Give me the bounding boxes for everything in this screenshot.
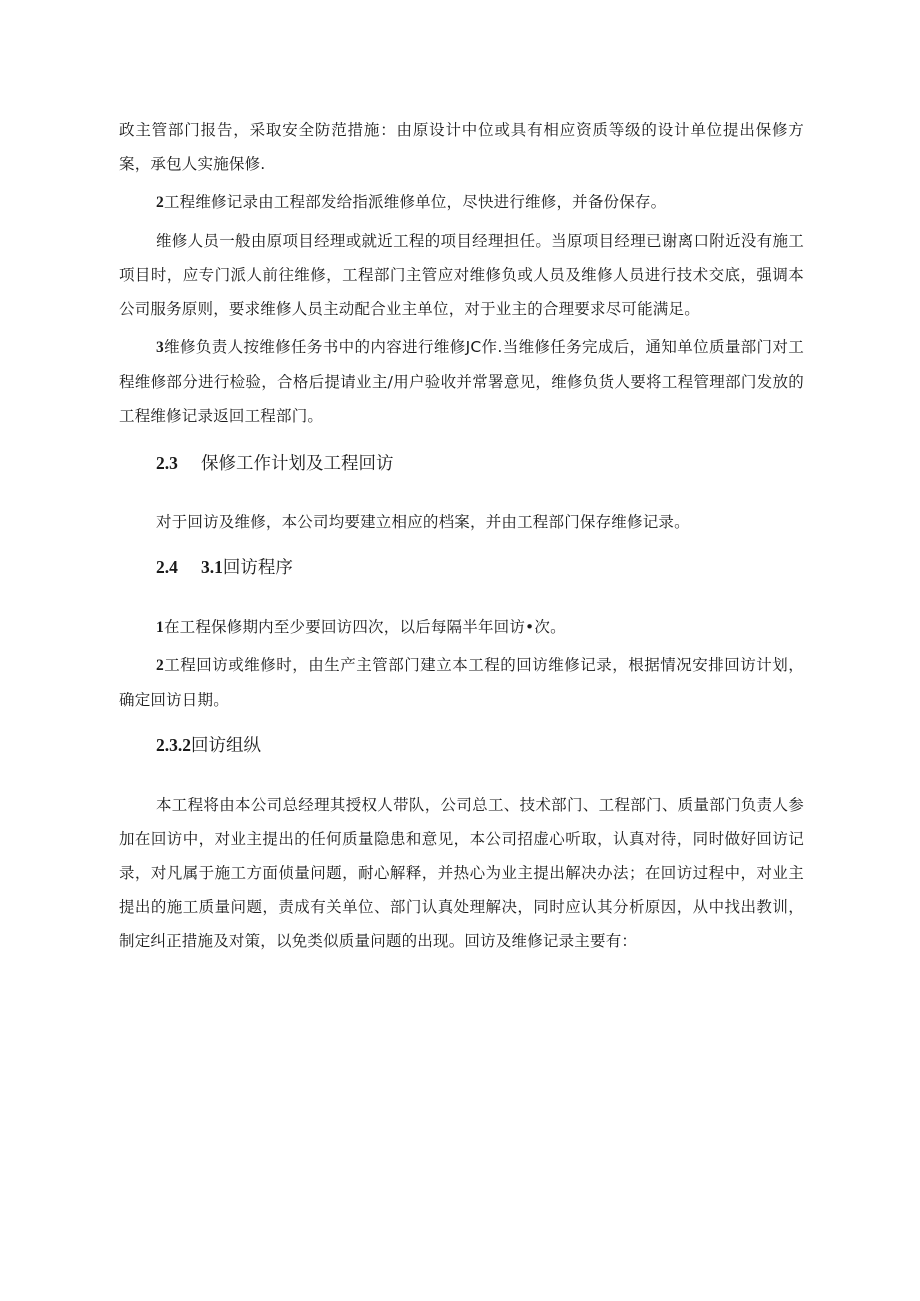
section-heading-2-3-2 xyxy=(156,730,261,761)
paragraph-text: 维修负责人按维修任务书中的内容进行维修JC作.当维修任务完成后，通知单位质量部门对工程维修部分进行检验，合格后提请业主/用户验收并常署意见，维修负货人要将工程管理部门发放的工程维修记录返回工程部门。 xyxy=(119,338,804,425)
paragraph-text: 对于回访及维修，本公司均要建立相应的档案，并由工程部门保存维修记录。 xyxy=(156,513,690,531)
subsection-number: 3.1 xyxy=(201,557,223,577)
paragraph-visit-frequency xyxy=(119,610,804,645)
list-number: 2 xyxy=(156,194,164,211)
list-number: 3 xyxy=(156,339,164,356)
section-heading-2-4 xyxy=(156,552,293,583)
paragraph-text: 在工程保修期内至少要回访四次，以后每隔半年回访•次。 xyxy=(163,618,566,636)
paragraph-text: 维修人员一般由原项目经理或就近工程的项目经理担任。当原项目经理已谢离口附近没有施工项目时，应专门派人前往维修，工程部门主管应对维修负或人员及维修人员进行技术交底，强调本公司服务原则，要求维修人员主动配合业主单位，对于业主的合理要求尽可能满足。 xyxy=(119,232,804,318)
section-number: 2.4 xyxy=(156,557,178,577)
paragraph-text: 政主管部门报告，采取安全防范措施：由原设计中位或具有相应资质等级的设计单位提出保修方案，承包人实施保修. xyxy=(119,121,804,173)
section-number: 2.3 xyxy=(156,453,178,473)
section-heading-2-3 xyxy=(156,448,394,479)
paragraph-text: 工程维修记录由工程部发给指派维修单位，尽快进行维修，并备份保存。 xyxy=(163,193,667,211)
paragraph-safety-report xyxy=(119,113,804,181)
paragraph-repair-lead xyxy=(119,330,804,433)
paragraph-text: 本工程将由本公司总经理其授权人带队，公司总工、技术部门、工程部门、质量部门负责人参加在回访中，对业主提出的任何质量隐患和意见，本公司招虚心听取，认真对待，同时做好回访记录，对凡属于施工方面侦量问题，耐心解释，并热心为业主提出解决办法；在回访过程中，对业主提出的施工质量问题，责成有关单位、部门认真处理解决，同时应认其分析原因，从中找出教训，制定纠正措施及对策，以免类似质量问题的出现。回访及维修记录主要有： xyxy=(119,796,804,950)
paragraph-archives xyxy=(119,505,804,539)
paragraph-repair-record xyxy=(119,185,804,220)
section-title: 回访组纵 xyxy=(191,736,261,756)
paragraph-visit-organization xyxy=(119,788,804,958)
paragraph-visit-plan xyxy=(119,648,804,717)
list-number: 1 xyxy=(156,619,164,636)
list-number: 2 xyxy=(156,657,164,674)
section-number: 2.3.2 xyxy=(156,735,191,755)
section-title: 回访程序 xyxy=(222,558,293,578)
paragraph-repair-staff xyxy=(119,224,804,326)
section-title: 保修工作计划及工程回访 xyxy=(201,454,394,474)
paragraph-text: 工程回访或维修时，由生产主管部门建立本工程的回访维修记录，根据情况安排回访计划，确定回访日期。 xyxy=(119,656,804,709)
